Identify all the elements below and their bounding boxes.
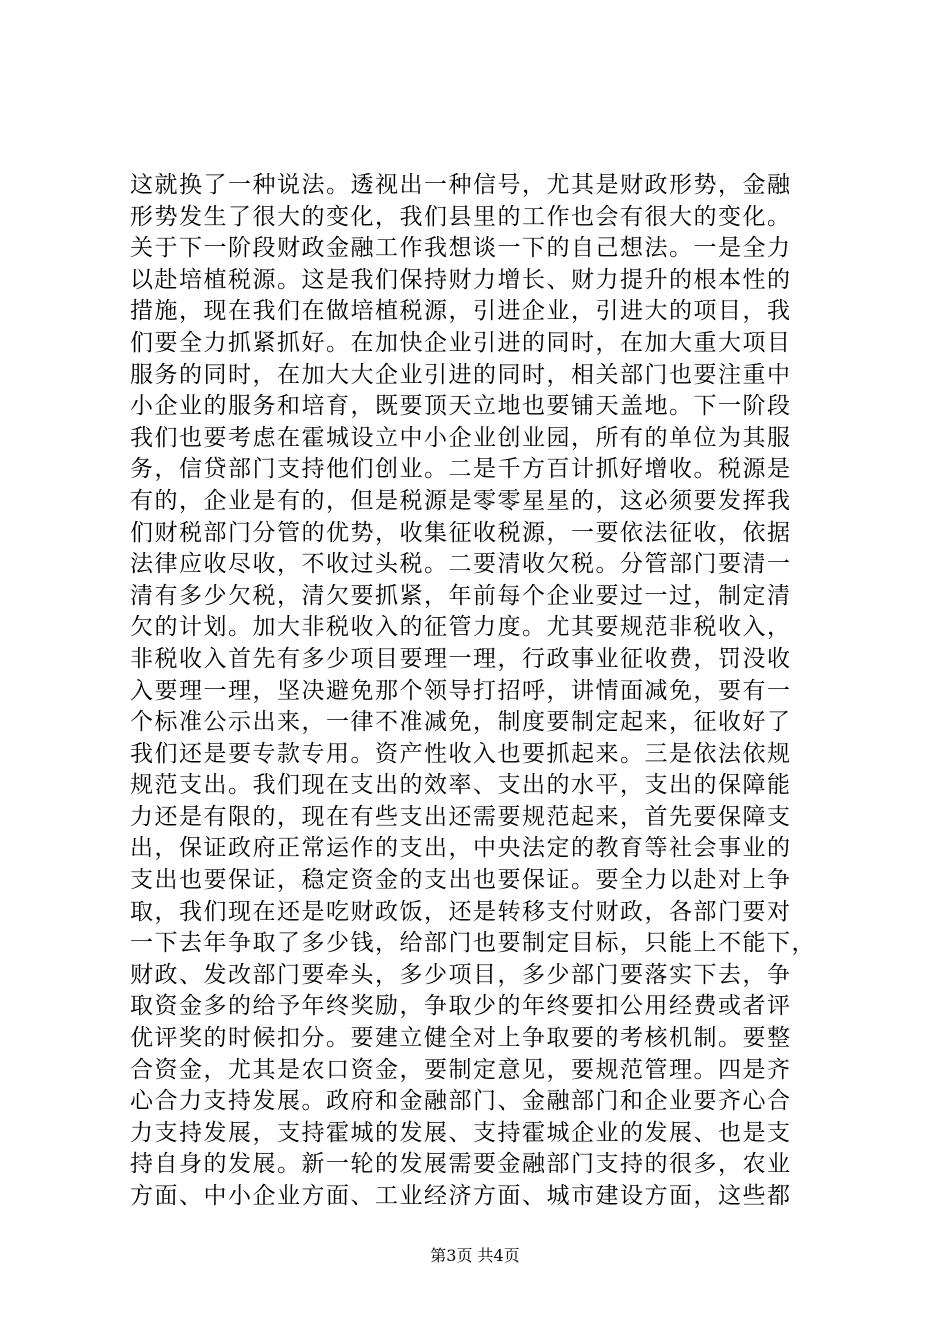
text-line: 这就换了一种说法。透视出一种信号，尤其是财政形势，金融 bbox=[130, 172, 792, 198]
text-line: 心合力支持发展。政府和金融部门、金融部门和企业要齐心合 bbox=[130, 1088, 792, 1115]
text-line: 服务的同时，在加大大企业引进的同时，相关部门也要注重中 bbox=[130, 361, 792, 388]
text-line: 措施，现在我们在做培植税源，引进企业，引进大的项目，我 bbox=[130, 298, 792, 325]
text-line: 欠的计划。加大非税收入的征管力度。尤其要规范非税收入， bbox=[130, 614, 792, 641]
text-line: 们财税部门分管的优势，收集征收税源，一要依法征收，依据 bbox=[130, 519, 792, 546]
text-line: 清有多少欠税，清欠要抓紧，年前每个企业要过一过，制定清 bbox=[130, 582, 792, 609]
text-line: 有的，企业是有的，但是税源是零零星星的，这必须要发挥我 bbox=[130, 487, 792, 514]
text-line: 支出也要保证，稳定资金的支出也要保证。要全力以赴对上争 bbox=[130, 867, 792, 894]
text-line: 小企业的服务和培育，既要顶天立地也要铺天盖地。下一阶段 bbox=[130, 393, 792, 420]
text-line: 一下去年争取了多少钱，给部门也要制定目标，只能上不能下， bbox=[130, 930, 816, 957]
text-line: 我们也要考虑在霍城设立中小企业创业园，所有的单位为其服 bbox=[130, 424, 792, 451]
text-line: 取资金多的给予年终奖励，争取少的年终要扣公用经费或者评 bbox=[130, 993, 792, 1020]
text-line: 入要理一理，坚决避免那个领导打招呼，讲情面减免，要有一 bbox=[130, 677, 792, 704]
text-line: 方面、中小企业方面、工业经济方面、城市建设方面，这些都 bbox=[130, 1183, 792, 1209]
text-line: 合资金，尤其是农口资金，要制定意见，要规范管理。四是齐 bbox=[130, 1056, 792, 1083]
text-line: 务，信贷部门支持他们创业。二是千方百计抓好增收。税源是 bbox=[130, 456, 792, 483]
text-line: 财政、发改部门要牵头，多少项目，多少部门要落实下去，争 bbox=[130, 961, 792, 988]
text-line: 形势发生了很大的变化，我们县里的工作也会有很大的变化。 bbox=[130, 203, 792, 230]
text-line: 以赴培植税源。这是我们保持财力增长、财力提升的根本性的 bbox=[130, 266, 792, 293]
text-line: 们要全力抓紧抓好。在加快企业引进的同时，在加大重大项目 bbox=[130, 329, 792, 356]
text-line: 优评奖的时候扣分。要建立健全对上争取要的考核机制。要整 bbox=[130, 1025, 792, 1052]
text-line: 规范支出。我们现在支出的效率、支出的水平，支出的保障能 bbox=[130, 772, 792, 799]
text-line: 我们还是要专款专用。资产性收入也要抓起来。三是依法依规 bbox=[130, 740, 792, 767]
text-line: 出，保证政府正常运作的支出，中央法定的教育等社会事业的 bbox=[130, 835, 792, 862]
text-line: 个标准公示出来，一律不准减免，制度要制定起来，征收好了 bbox=[130, 709, 792, 736]
text-line: 法律应收尽收，不收过头税。二要清收欠税。分管部门要清一 bbox=[130, 551, 792, 578]
text-line: 力支持发展，支持霍城的发展、支持霍城企业的发展、也是支 bbox=[130, 1119, 792, 1146]
text-line: 持自身的发展。新一轮的发展需要金融部门支持的很多，农业 bbox=[130, 1151, 792, 1178]
text-line: 非税收入首先有多少项目要理一理，行政事业征收费，罚没收 bbox=[130, 645, 792, 672]
body-paragraph bbox=[130, 170, 830, 1213]
page-footer: 第3页 共4页 bbox=[430, 1246, 520, 1265]
text-line: 取，我们现在还是吃财政饭，还是转移支付财政，各部门要对 bbox=[130, 898, 792, 925]
text-line: 力还是有限的，现在有些支出还需要规范起来，首先要保障支 bbox=[130, 803, 792, 830]
text-line: 关于下一阶段财政金融工作我想谈一下的自己想法。一是全力 bbox=[130, 235, 792, 262]
